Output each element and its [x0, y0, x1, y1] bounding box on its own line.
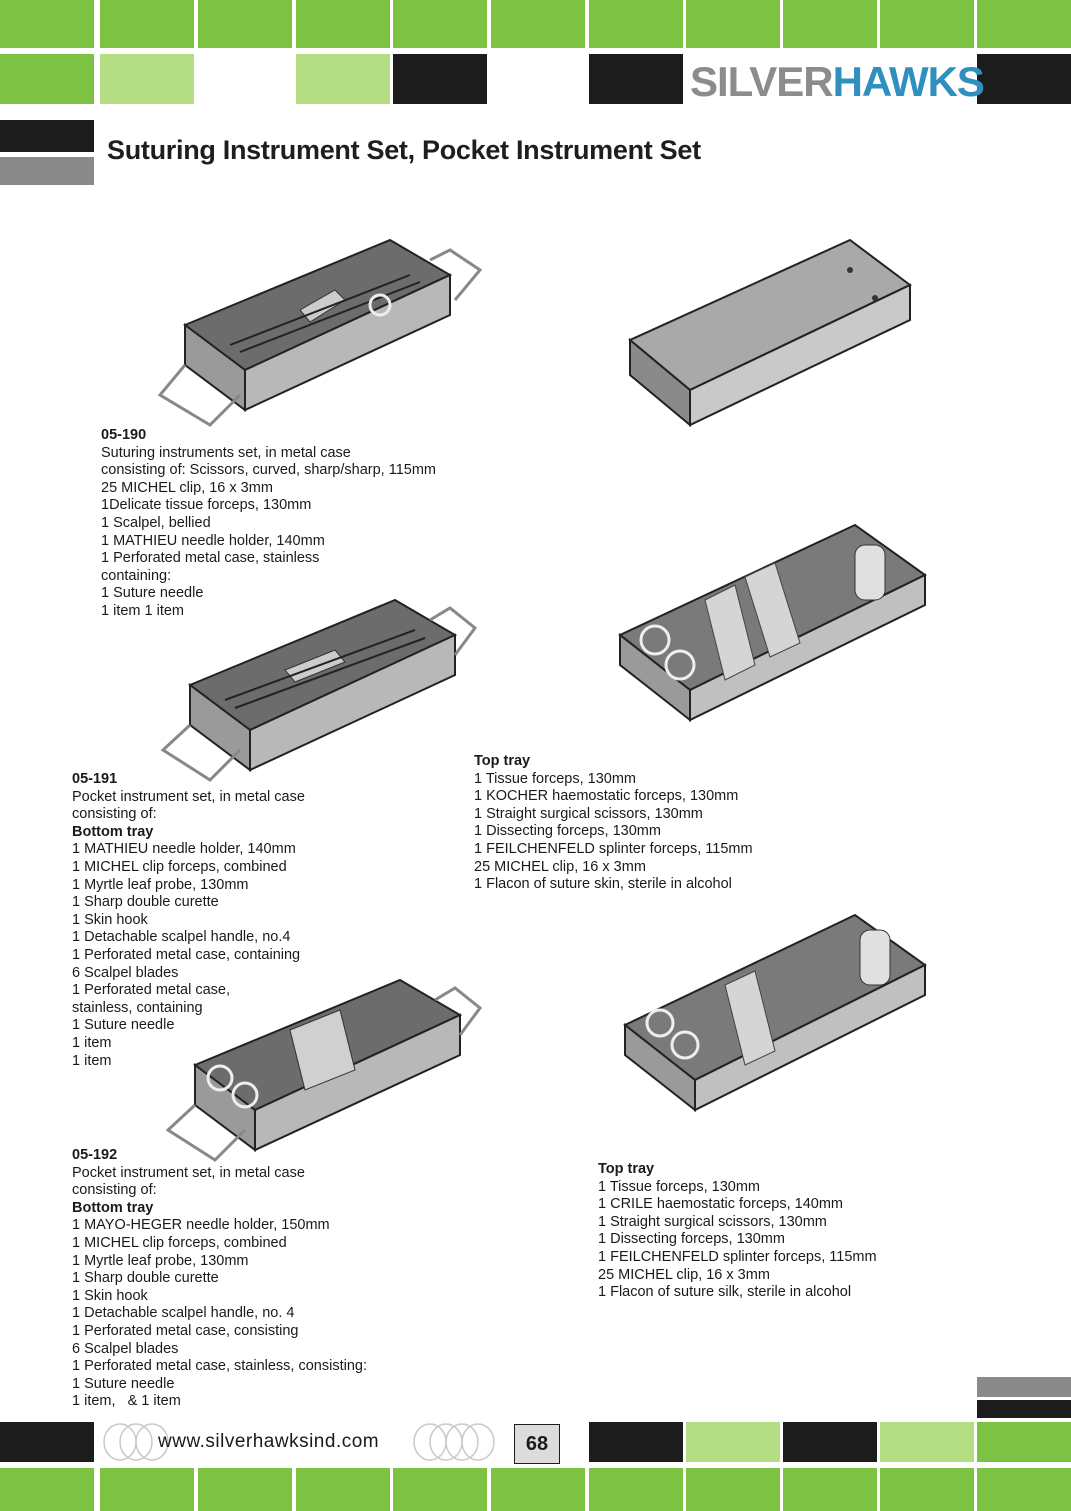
- spec-line: Suturing instruments set, in metal case: [101, 444, 351, 461]
- spec-line: 6 Scalpel blades: [72, 1340, 179, 1357]
- spec-line: 1 Perforated metal case, stainless: [101, 550, 320, 567]
- spec-line: 1 MATHIEU needle holder, 140mm: [72, 841, 296, 858]
- title-block-dark: [0, 120, 94, 152]
- spec-line: consisting of: Scissors, curved, sharp/sharp, 115mm: [101, 462, 436, 479]
- spec-line: Pocket instrument set, in metal case: [72, 788, 305, 805]
- spec-line: 1 CRILE haemostatic forceps, 140mm: [598, 1196, 843, 1213]
- product-code: 05-191: [72, 771, 118, 787]
- spec-line: 1 Myrtle leaf probe, 130mm: [72, 876, 249, 893]
- tray-lid-image: [600, 230, 920, 430]
- spec-line: 1 Skin hook: [72, 1287, 148, 1304]
- brand-logo: [690, 58, 984, 106]
- spec-line: 1 Suture needle: [72, 1017, 175, 1034]
- spec-line: 1Delicate tissue forceps, 130mm: [101, 497, 312, 514]
- product-05-190: [101, 427, 436, 621]
- spec-line: 1 Perforated metal case,: [72, 982, 230, 999]
- spec-line: 1 item: [72, 1052, 112, 1069]
- spec-line: 1 Tissue forceps, 130mm: [598, 1178, 760, 1195]
- spec-line: 25 MICHEL clip, 16 x 3mm: [598, 1266, 770, 1283]
- spec-line: 1 Dissecting forceps, 130mm: [474, 823, 661, 840]
- spec-line: 1 Detachable scalpel handle, no. 4: [72, 1305, 295, 1322]
- product-code: 05-190: [101, 427, 147, 443]
- brand-name-part2: HAWKS: [832, 58, 984, 105]
- spec-line: 1 Sharp double curette: [72, 1270, 219, 1287]
- tray-image-05-190: [150, 230, 480, 430]
- spec-line: 25 MICHEL clip, 16 x 3mm: [101, 479, 273, 496]
- product-05-192-top-tray: [598, 1161, 877, 1302]
- spec-line: 1 FEILCHENFELD splinter forceps, 115mm: [598, 1248, 877, 1265]
- spec-line: 1 Tissue forceps, 130mm: [474, 770, 636, 787]
- spec-line: 1 Straight surgical scissors, 130mm: [474, 805, 703, 822]
- tray-image-05-191-top: [605, 515, 945, 735]
- spec-line: 25 MICHEL clip, 16 x 3mm: [474, 858, 646, 875]
- spec-line: 1 Perforated metal case, containing: [72, 946, 301, 963]
- spec-line: 1 Suture needle: [101, 585, 204, 602]
- spec-line: 1 Scalpel, bellied: [101, 514, 211, 531]
- spec-line: 1 Dissecting forceps, 130mm: [598, 1231, 785, 1248]
- spec-line: stainless, containing: [72, 999, 203, 1016]
- spec-line: 1 item, & 1 item: [72, 1393, 181, 1410]
- title-block-grey: [0, 157, 94, 185]
- page-title: Suturing Instrument Set, Pocket Instrument Set: [107, 135, 701, 165]
- spec-line: 1 MATHIEU needle holder, 140mm: [101, 532, 325, 549]
- spec-line: 1 FEILCHENFELD splinter forceps, 115mm: [474, 840, 753, 857]
- spec-line: 1 Straight surgical scissors, 130mm: [598, 1213, 827, 1230]
- top-tray-heading: Top tray: [474, 753, 531, 769]
- bottom-tray-heading: Bottom tray: [72, 1199, 154, 1216]
- side-block-grey: [977, 1377, 1071, 1397]
- page-number: 68: [514, 1424, 560, 1464]
- spec-line: 1 Perforated metal case, consisting: [72, 1322, 299, 1339]
- spec-line: 1 Myrtle leaf probe, 130mm: [72, 1252, 249, 1269]
- spec-line: 1 MAYO-HEGER needle holder, 150mm: [72, 1217, 330, 1234]
- spec-line: 1 Flacon of suture skin, sterile in alcohol: [474, 876, 732, 893]
- spec-line: 1 Perforated metal case, stainless, consisting:: [72, 1358, 367, 1375]
- spec-line: containing:: [101, 567, 172, 584]
- spec-line: Pocket instrument set, in metal case: [72, 1164, 305, 1181]
- side-block-dark: [977, 1400, 1071, 1418]
- spec-line: consisting of:: [72, 1182, 157, 1199]
- spec-line: 6 Scalpel blades: [72, 964, 179, 981]
- brand-name-part1: SILVER: [690, 58, 833, 105]
- spec-line: 1 Suture needle: [72, 1375, 175, 1392]
- footer-website[interactable]: www.silverhawksind.com: [158, 1431, 380, 1452]
- spec-line: 1 item: [72, 1034, 112, 1051]
- spec-line: 1 MICHEL clip forceps, combined: [72, 858, 287, 875]
- product-code: 05-192: [72, 1147, 118, 1163]
- spec-line: 1 KOCHER haemostatic forceps, 130mm: [474, 788, 739, 805]
- spec-line: 1 Skin hook: [72, 911, 148, 928]
- top-tray-heading: Top tray: [598, 1161, 655, 1177]
- spec-line: consisting of:: [72, 806, 157, 823]
- tray-image-05-192-top: [615, 905, 945, 1125]
- spec-line: 1 Sharp double curette: [72, 894, 219, 911]
- spec-line: 1 item 1 item: [101, 602, 184, 619]
- product-05-192: [72, 1147, 367, 1411]
- product-05-191-top-tray: [474, 753, 753, 894]
- bottom-tray-heading: Bottom tray: [72, 823, 154, 840]
- spec-line: 1 Flacon of suture silk, sterile in alcohol: [598, 1284, 852, 1301]
- product-05-191: [72, 771, 305, 1070]
- spec-line: 1 Detachable scalpel handle, no.4: [72, 929, 291, 946]
- spec-line: 1 MICHEL clip forceps, combined: [72, 1234, 287, 1251]
